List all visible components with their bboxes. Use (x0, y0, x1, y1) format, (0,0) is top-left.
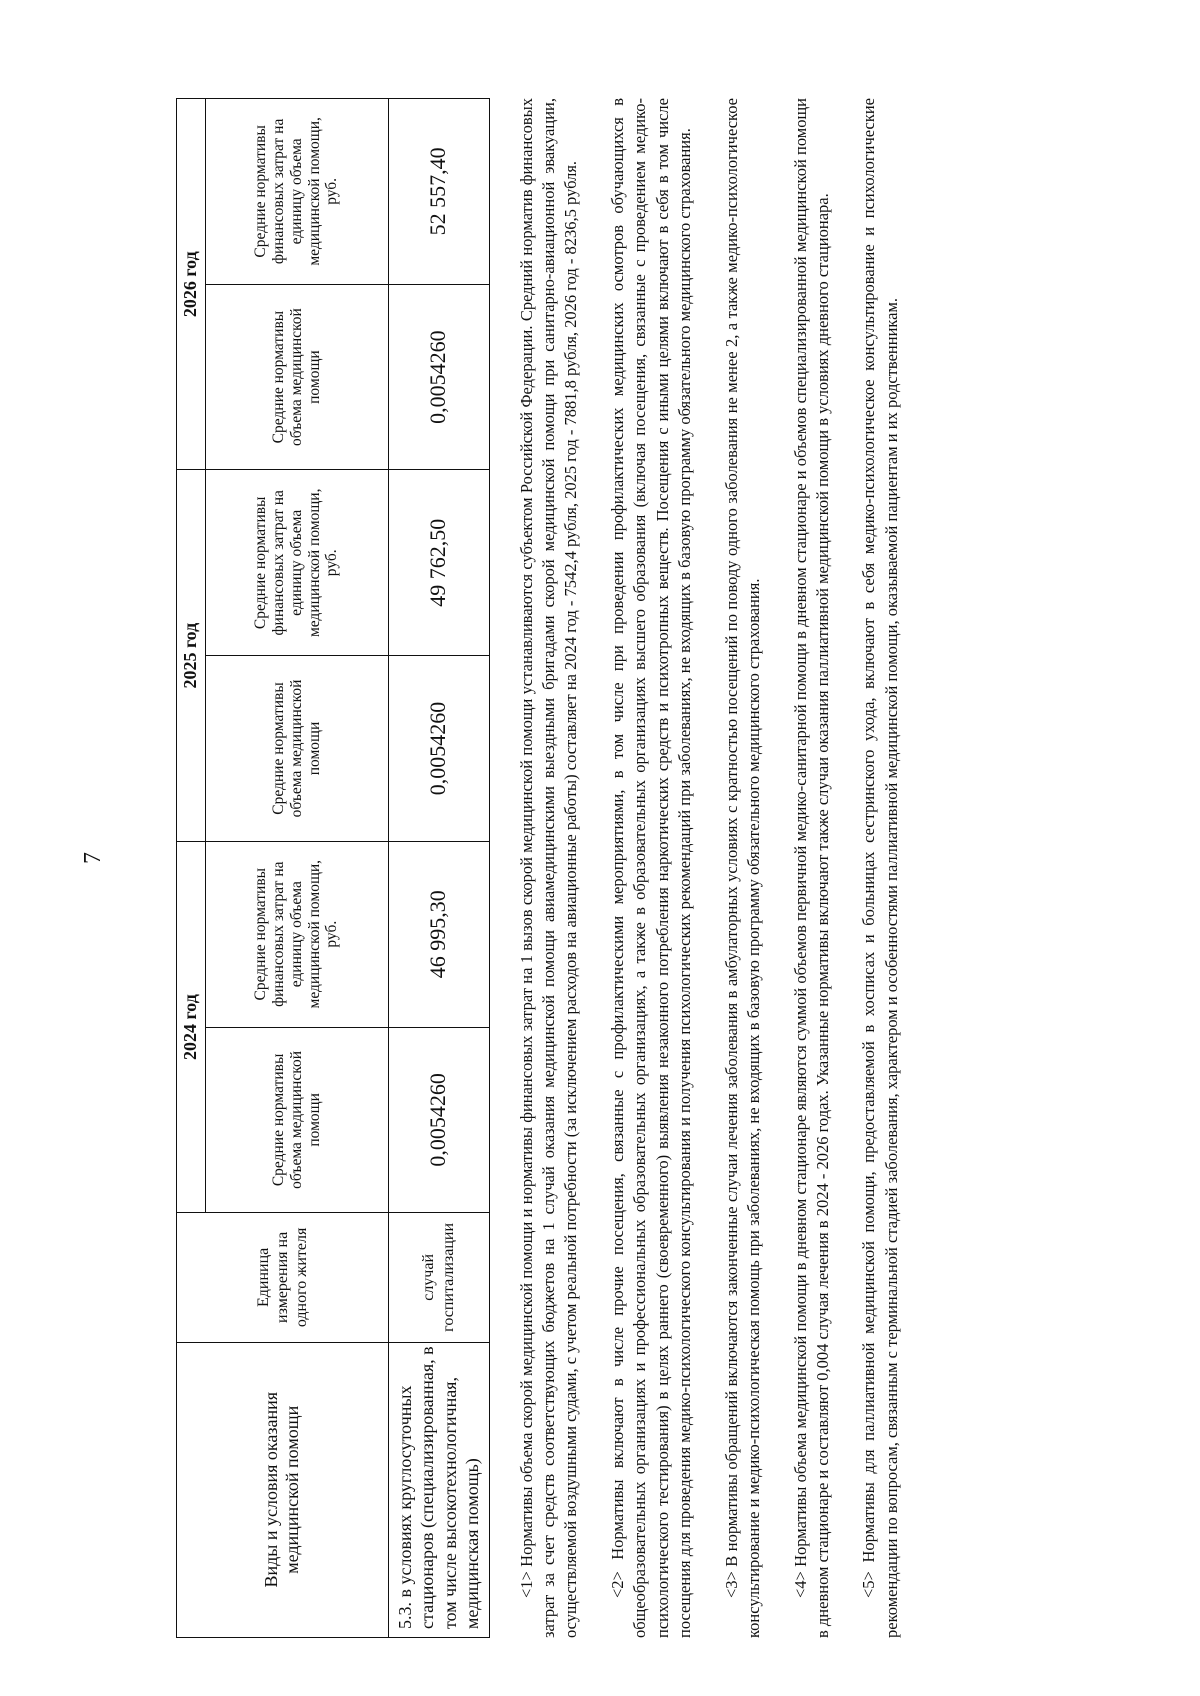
footnote-1: <1> Нормативы объема скорой медицинской помощи и нормативы финансовых затрат на 1 вызов скорой медицинской помощи устанавливаются субъектом Российской Федерации. Средний норматив финансовых затрат за счет средств соответствующих бюджетов на 1 случай оказания медицинской помощи авиамедицинскими выездными бригадами скорой медицинской помощи при санитарно-авиационной эвакуации, осуществляемой воздушными судами, с учетом реальной потребности (за исключением расходов на авиационные работы) составляет на 2024 год - 7542,4 рубля, 2025 год - 7881,8 рубля, 2026 год - 8236,5 рубля. (516, 98, 581, 1638)
header-cost-2024: Средние нормативы финансовых затрат на единицу объема медицинской помощи, руб. (205, 841, 388, 1027)
value-cost-2025: 49 762,50 (388, 470, 489, 656)
header-unit: Единица измерения на одного жителя (177, 1213, 389, 1342)
footnote-5: <5> Нормативы для паллиативной медицинской помощи, предоставляемой в хосписах и больницах сестринского ухода, включают в себя медико-психологическое консультирование и психологические рекомендации по вопросам, связанным с терминальной стадией заболевания, характером и особенностями паллиативной медицинской помощи, оказываемой пациентам и их родственникам. (859, 98, 901, 1638)
row-unit: случай госпитализации (388, 1213, 489, 1342)
header-year-2024: 2024 год (177, 841, 206, 1212)
footnote-2: <2> Нормативы включают в числе прочие посещения, связанные с профилактическими мероприятиями, в том числе при проведении профилактических медицинских осмотров обучающихся в общеобразовательных организациях и профессиональных образовательных организациях, а также в образовательных организациях высшего образования (включая посещения, связанные с проведением медико-психологического тестирования) в целях раннего (своевременного) выявления незаконного потребления наркотических средств и психотропных веществ. Посещения с иными целями включают в себя в том числе посещения для проведения медико-психологического консультирования и получения психологических рекомендаций при заболеваниях, не входящих в базовую программу обязательного медицинского страхования. (607, 98, 695, 1638)
value-cost-2026: 52 557,40 (388, 99, 489, 285)
footnote-3: <3> В нормативы обращений включаются законченные случаи лечения заболевания в амбулаторных условиях с кратностью посещений по поводу одного заболевания не менее 2, а также медико-психологическое консультирование и медико-психологическая помощь при заболеваниях, не входящих в базовую программу обязательного медицинского страхования. (721, 98, 764, 1638)
header-volume-2024: Средние нормативы объема медицинской помощи (205, 1027, 388, 1213)
page-number: 7 (80, 852, 106, 864)
header-cost-2025: Средние нормативы финансовых затрат на единицу объема медицинской помощи, руб. (205, 470, 388, 656)
value-volume-2025: 0,0054260 (388, 656, 489, 842)
header-volume-2025: Средние нормативы объема медицинской помощи (205, 656, 388, 842)
row-label: 5.3. в условиях круглосуточных стационаров (специализированная, в том числе высокотехнологичная, медицинская помощь) (388, 1342, 489, 1637)
header-cost-2026: Средние нормативы финансовых затрат на единицу объема медицинской помощи, руб. (205, 99, 388, 285)
footnotes (516, 98, 904, 1638)
table-row (388, 99, 489, 1638)
value-cost-2024: 46 995,30 (388, 841, 489, 1027)
header-year-2025: 2025 год (177, 470, 206, 841)
header-kind: Виды и условия оказания медицинской помощи (177, 1342, 389, 1637)
value-volume-2024: 0,0054260 (388, 1027, 489, 1213)
header-year-2026: 2026 год (177, 99, 206, 470)
norms-table (176, 98, 490, 1638)
page-content (176, 98, 1106, 1638)
footnote-4: <4> Нормативы объема медицинской помощи в дневном стационаре являются суммой объемов первичной медико-санитарной помощи в дневном стационаре и объемов специализированной медицинской помощи в дневном стационаре и составляют 0,004 случая лечения в 2024 - 2026 годах. Указанные нормативы включают также случаи оказания паллиативной медицинской помощи в условиях дневного стационара. (790, 98, 832, 1638)
header-volume-2026: Средние нормативы объема медицинской помощи (205, 284, 388, 470)
value-volume-2026: 0,0054260 (388, 284, 489, 470)
